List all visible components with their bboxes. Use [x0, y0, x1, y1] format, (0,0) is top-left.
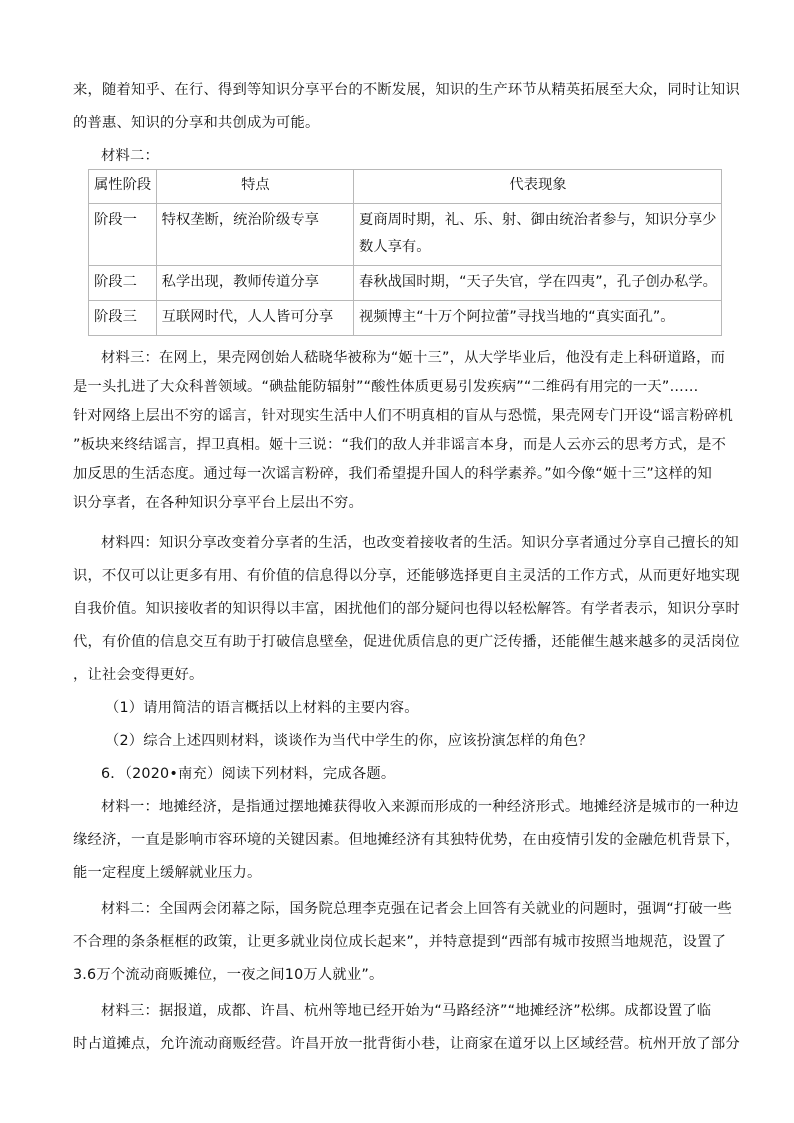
paragraph-line: ”板块来终结谣言，捍卫真相。姬十三说：“我们的敌人并非谣言本身，而是人云亦云的思考方式，是不 — [73, 437, 727, 453]
paragraph-line: 3.6万个流动商贩摊位，一夜之间10万人就业”。 — [73, 967, 384, 983]
paragraph-line: 来，随着知乎、在行、得到等知识分享平台的不断发展，知识的生产环节从精英拓展至大众，同时让知识 — [73, 82, 740, 98]
paragraph-line: ，让社会变得更好。 — [73, 667, 204, 683]
paragraph-line: 缘经济，一直是影响市容环境的关键因素。但地摊经济有其独特优势，在由疫情引发的金融危机背景下， — [73, 832, 740, 848]
table-cell-phenomenon: 春秋战国时期，“天子失官，学在四夷”，孔子创办私学。 — [354, 266, 722, 301]
question-item: （1）请用简洁的语言概括以上材料的主要内容。 — [105, 700, 419, 716]
paragraph-line: 能一定程度上缓解就业压力。 — [73, 865, 262, 881]
table-row — [89, 266, 722, 301]
table-row — [89, 301, 722, 336]
table-row — [89, 204, 722, 266]
table-cell-feature: 特权垄断，统治阶级专享 — [156, 204, 353, 266]
paragraph-line: 是一头扎进了大众科普领域。“碘盐能防辐射”“酸性体质更易引发疾病”“二维码有用完的一天”…… — [73, 379, 699, 395]
table-cell-stage: 阶段三 — [89, 301, 157, 336]
paragraph-line: 的普惠、知识的分享和共创成为可能。 — [73, 115, 320, 131]
paragraph-line: 代，有价值的信息交互有助于打破信息壁垒，促进优质信息的更广泛传播，还能催生越来越多的灵活岗位 — [73, 634, 740, 650]
material-table — [88, 169, 722, 336]
paragraph-line: 材料三：据报道，成都、许昌、杭州等地已经开始为“马路经济”“地摊经济”松绑。成都设置了临 — [101, 1003, 712, 1019]
paragraph-line: 针对网络上层出不穷的谣言，针对现实生活中人们不明真相的盲从与恐慌，果壳网专门开设“谣言粉碎机 — [73, 408, 733, 424]
table-cell-stage: 阶段一 — [89, 204, 157, 266]
question-heading: 6．（2020•南充）阅读下列材料，完成各题。 — [101, 766, 396, 782]
table-cell-phenomenon: 夏商周时期，礼、乐、射、御由统治者参与，知识分享少 数人享有。 — [354, 204, 722, 266]
paragraph-line: 不合理的条条框框的政策，让更多就业岗位成长起来”，并特意提到“西部有城市按照当地规范，设置了 — [73, 934, 727, 950]
paragraph-line: 自我价值。知识接收者的知识得以丰富，困扰他们的部分疑问也得以轻松解答。有学者表示，知识分享时 — [73, 601, 740, 617]
material-two-label: 材料二： — [101, 148, 159, 164]
table-header-row — [89, 170, 722, 204]
table-header-cell: 属性阶段 — [89, 170, 157, 204]
table-cell-phenomenon: 视频博主“十万个阿拉蕾”寻找当地的“真实面孔”。 — [354, 301, 722, 336]
question-item: （2）综合上述四则材料，谈谈作为当代中学生的你，应该扮演怎样的角色？ — [105, 733, 593, 749]
table-header-cell: 特点 — [156, 170, 353, 204]
paragraph-line: 材料二：全国两会闭幕之际，国务院总理李克强在记者会上回答有关就业的问题时，强调“打破一些 — [101, 901, 732, 917]
table-cell-feature: 私学出现，教师传道分享 — [156, 266, 353, 301]
paragraph-line: 识，不仅可以让更多有用、有价值的信息得以分享，还能够选择更自主灵活的工作方式，从而更好地实现 — [73, 568, 740, 584]
table-header-cell: 代表现象 — [354, 170, 722, 204]
paragraph-line: 材料四：知识分享改变着分享者的生活，也改变着接收者的生活。知识分享者通过分享自己擅长的知 — [101, 535, 739, 551]
paragraph-line: 加反思的生活态度。通过每一次谣言粉碎，我们希望提升国人的科学素养。”如今像“姬十三”这样的知 — [73, 466, 713, 482]
table-cell-feature: 互联网时代，人人皆可分享 — [156, 301, 353, 336]
paragraph-line: 时占道摊点，允许流动商贩经营。许昌开放一批背街小巷，让商家在道牙以上区域经营。杭州开放了部分 — [73, 1036, 740, 1052]
paragraph-line: 材料三：在网上，果壳网创始人嵇晓华被称为“姬十三”，从大学毕业后，他没有走上科研道路，而 — [101, 350, 726, 366]
paragraph-line: 识分享者，在各种知识分享平台上层出不穷。 — [73, 495, 363, 511]
paragraph-line: 材料一：地摊经济，是指通过摆地摊获得收入来源而形成的一种经济形式。地摊经济是城市的一种边 — [101, 799, 739, 815]
table-cell-stage: 阶段二 — [89, 266, 157, 301]
